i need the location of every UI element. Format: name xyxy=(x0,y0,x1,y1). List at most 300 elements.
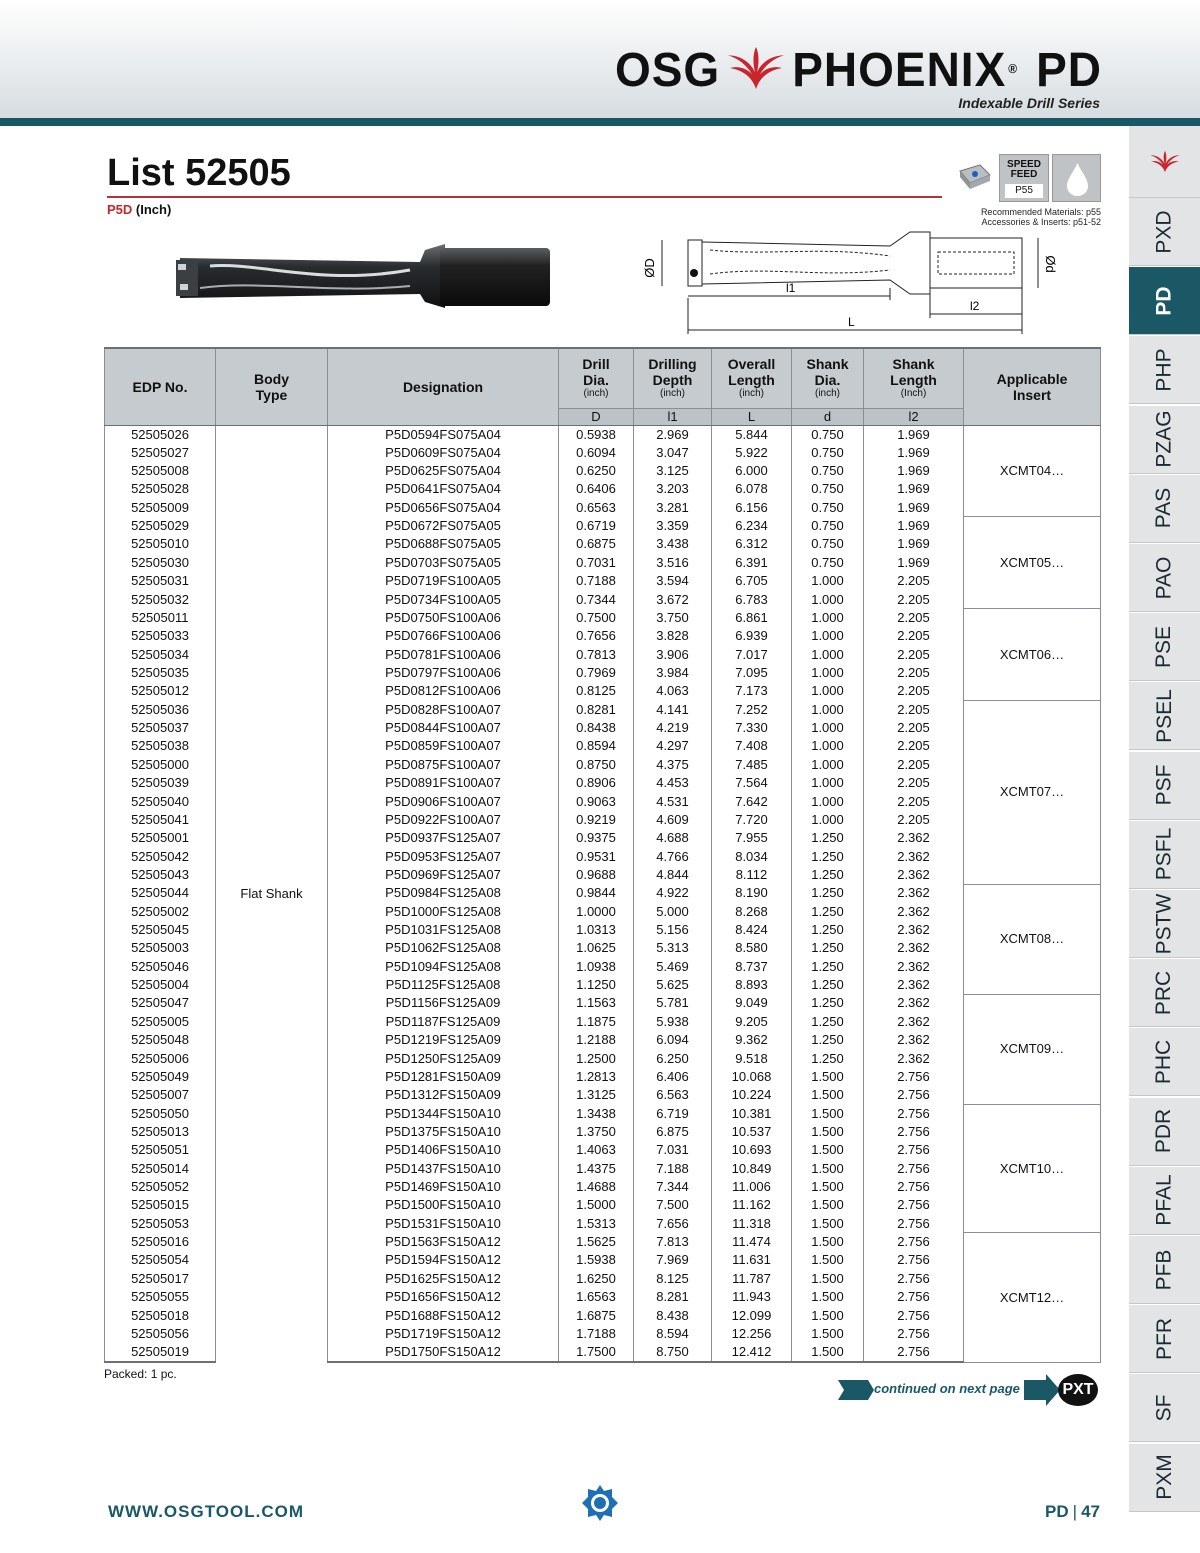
cell-shank-dia: 1.250 xyxy=(792,902,864,920)
cell-shank-dia: 0.750 xyxy=(792,517,864,535)
cell-drilling-depth: 5.625 xyxy=(634,976,712,994)
cell-drilling-depth: 3.125 xyxy=(634,462,712,480)
cell-overall-length: 10.849 xyxy=(712,1160,792,1178)
drill-photo xyxy=(170,236,560,316)
tab-sf[interactable] xyxy=(1129,1374,1200,1442)
cell-overall-length: 6.939 xyxy=(712,627,792,645)
cell-drilling-depth: 3.359 xyxy=(634,517,712,535)
cell-overall-length: 10.068 xyxy=(712,1068,792,1086)
cell-shank-length: 2.362 xyxy=(864,902,964,920)
cell-designation: P5D1344FS150A10 xyxy=(328,1104,559,1122)
cell-designation: P5D1531FS150A10 xyxy=(328,1215,559,1233)
tab-phc[interactable] xyxy=(1129,1028,1200,1096)
cell-shank-length: 1.969 xyxy=(864,554,964,572)
symbol-l2: l2 xyxy=(864,408,964,425)
header-shank-dia-unit: (inch) xyxy=(814,388,840,400)
cell-shank-length: 1.969 xyxy=(864,517,964,535)
cell-edp: 52505000 xyxy=(105,756,216,774)
cell-overall-length: 8.737 xyxy=(712,958,792,976)
cell-designation: P5D1062FS125A08 xyxy=(328,939,559,957)
cell-shank-length: 1.969 xyxy=(864,499,964,517)
cell-shank-dia: 1.250 xyxy=(792,884,864,902)
cell-edp: 52505043 xyxy=(105,866,216,884)
cell-shank-dia: 1.000 xyxy=(792,645,864,663)
cell-drilling-depth: 7.031 xyxy=(634,1141,712,1159)
cell-drill-dia: 1.2813 xyxy=(559,1068,634,1086)
header-shank-dia-line2: Dia. xyxy=(814,372,841,389)
cell-shank-length: 2.205 xyxy=(864,774,964,792)
cell-edp: 52505004 xyxy=(105,976,216,994)
brand-phoenix: PHOENIX xyxy=(792,41,1007,97)
cell-designation: P5D0719FS100A05 xyxy=(328,572,559,590)
cell-drill-dia: 0.6875 xyxy=(559,535,634,553)
cell-shank-length: 2.756 xyxy=(864,1270,964,1288)
cell-drill-dia: 1.7500 xyxy=(559,1343,634,1362)
header-drill-line2: Dia. xyxy=(583,372,609,389)
cell-drilling-depth: 4.063 xyxy=(634,682,712,700)
cell-edp: 52505042 xyxy=(105,847,216,865)
cell-shank-length: 2.756 xyxy=(864,1306,964,1324)
cell-drill-dia: 0.9531 xyxy=(559,847,634,865)
cell-shank-dia: 1.000 xyxy=(792,664,864,682)
cell-designation: P5D1375FS150A10 xyxy=(328,1123,559,1141)
cell-edp: 52505018 xyxy=(105,1306,216,1324)
cell-overall-length: 10.537 xyxy=(712,1123,792,1141)
cell-shank-dia: 1.250 xyxy=(792,1031,864,1049)
cell-drilling-depth: 6.406 xyxy=(634,1068,712,1086)
cell-overall-length: 8.268 xyxy=(712,902,792,920)
tab-pd[interactable] xyxy=(1129,267,1200,335)
cell-edp: 52505011 xyxy=(105,609,216,627)
header-insert-line1: Applicable xyxy=(996,370,1068,387)
cell-designation: P5D0625FS075A04 xyxy=(328,462,559,480)
cell-overall-length: 7.173 xyxy=(712,682,792,700)
cell-edp: 52505052 xyxy=(105,1178,216,1196)
cell-shank-dia: 1.500 xyxy=(792,1068,864,1086)
cell-drilling-depth: 6.875 xyxy=(634,1123,712,1141)
coolant-drop-icon xyxy=(1053,155,1102,203)
cell-designation: P5D0844FS100A07 xyxy=(328,719,559,737)
cell-shank-dia: 0.750 xyxy=(792,554,864,572)
cell-drill-dia: 1.0313 xyxy=(559,921,634,939)
schematic-l2-label: l2 xyxy=(970,299,980,313)
cell-drilling-depth: 4.141 xyxy=(634,701,712,719)
cell-shank-dia: 1.250 xyxy=(792,829,864,847)
cell-edp: 52505019 xyxy=(105,1343,216,1362)
cell-shank-dia: 0.750 xyxy=(792,444,864,462)
header-drill-line1: Drill xyxy=(582,356,610,373)
page-subtitle xyxy=(107,202,171,217)
cell-overall-length: 5.844 xyxy=(712,425,792,444)
tab-pdr[interactable] xyxy=(1129,1098,1200,1166)
header-shank-len-line1: Shank xyxy=(892,356,935,373)
cell-shank-dia: 1.250 xyxy=(792,847,864,865)
cell-shank-dia: 1.250 xyxy=(792,994,864,1012)
cell-designation: P5D1594FS150A12 xyxy=(328,1251,559,1269)
cell-designation: P5D0609FS075A04 xyxy=(328,444,559,462)
cell-edp: 52505045 xyxy=(105,921,216,939)
cell-applicable-insert: XCMT06… xyxy=(964,609,1101,701)
cell-drilling-depth: 4.375 xyxy=(634,756,712,774)
cell-edp: 52505041 xyxy=(105,811,216,829)
cell-drilling-depth: 3.438 xyxy=(634,535,712,553)
cell-overall-length: 12.256 xyxy=(712,1325,792,1343)
cell-shank-length: 1.969 xyxy=(864,462,964,480)
cell-shank-dia: 1.500 xyxy=(792,1215,864,1233)
cell-shank-length: 2.362 xyxy=(864,866,964,884)
cell-drilling-depth: 8.281 xyxy=(634,1288,712,1306)
tab-label: PRC xyxy=(1152,970,1176,1015)
cell-drilling-depth: 4.219 xyxy=(634,719,712,737)
cell-shank-dia: 1.500 xyxy=(792,1325,864,1343)
brand-suffix: PD xyxy=(1036,41,1102,97)
cell-designation: P5D1219FS125A09 xyxy=(328,1031,559,1049)
symbol-d: d xyxy=(792,408,864,425)
cell-applicable-insert: XCMT07… xyxy=(964,701,1101,885)
cell-drilling-depth: 7.188 xyxy=(634,1160,712,1178)
header-bar xyxy=(0,118,1200,126)
header-body-type xyxy=(216,348,328,425)
reference-notes xyxy=(981,207,1101,227)
cell-edp: 52505001 xyxy=(105,829,216,847)
cell-overall-length: 6.783 xyxy=(712,590,792,608)
cell-edp: 52505003 xyxy=(105,939,216,957)
subtitle-code: P5D xyxy=(107,202,133,217)
cell-shank-length: 2.362 xyxy=(864,958,964,976)
cell-shank-dia: 1.500 xyxy=(792,1343,864,1362)
cell-drill-dia: 0.8594 xyxy=(559,737,634,755)
cell-shank-length: 2.205 xyxy=(864,701,964,719)
cell-shank-dia: 1.000 xyxy=(792,719,864,737)
cell-overall-length: 6.705 xyxy=(712,572,792,590)
cell-overall-length: 8.034 xyxy=(712,847,792,865)
cell-shank-dia: 1.000 xyxy=(792,682,864,700)
cell-overall-length: 7.330 xyxy=(712,719,792,737)
cell-drill-dia: 0.9688 xyxy=(559,866,634,884)
footer-url[interactable]: WWW.OSGTOOL.COM xyxy=(108,1502,304,1521)
phoenix-icon xyxy=(724,45,788,93)
continued-banner[interactable] xyxy=(838,1374,1100,1406)
cell-shank-length: 2.205 xyxy=(864,811,964,829)
tab-pxm[interactable] xyxy=(1129,1444,1200,1512)
cell-designation: P5D0797FS100A06 xyxy=(328,664,559,682)
cell-overall-length: 7.095 xyxy=(712,664,792,682)
cell-edp: 52505027 xyxy=(105,444,216,462)
cell-shank-length: 2.205 xyxy=(864,792,964,810)
speed-feed-badge xyxy=(999,154,1049,202)
header-depth-line2: Depth xyxy=(652,372,693,389)
cell-drilling-depth: 7.344 xyxy=(634,1178,712,1196)
series-name: Indexable Drill Series xyxy=(958,95,1100,111)
cell-drill-dia: 1.5313 xyxy=(559,1215,634,1233)
tab-label: PFAL xyxy=(1152,1174,1176,1226)
cell-shank-length: 2.756 xyxy=(864,1215,964,1233)
cell-designation: P5D0828FS100A07 xyxy=(328,701,559,719)
cell-shank-dia: 1.000 xyxy=(792,627,864,645)
cell-drilling-depth: 4.609 xyxy=(634,811,712,829)
cell-drill-dia: 1.6875 xyxy=(559,1306,634,1324)
cell-drilling-depth: 3.750 xyxy=(634,609,712,627)
cell-edp: 52505049 xyxy=(105,1068,216,1086)
cell-overall-length: 7.408 xyxy=(712,737,792,755)
tab-label: PSFL xyxy=(1152,828,1176,881)
cell-shank-dia: 1.000 xyxy=(792,811,864,829)
cell-shank-dia: 1.250 xyxy=(792,976,864,994)
cell-shank-length: 2.362 xyxy=(864,921,964,939)
cell-shank-dia: 1.500 xyxy=(792,1160,864,1178)
cell-drill-dia: 0.6406 xyxy=(559,480,634,498)
cell-shank-length: 2.362 xyxy=(864,976,964,994)
header-body-line1: Body xyxy=(254,370,289,387)
tab-label: PHP xyxy=(1152,348,1176,392)
cell-edp: 52505017 xyxy=(105,1270,216,1288)
cell-designation: P5D1500FS150A10 xyxy=(328,1196,559,1214)
cell-edp: 52505056 xyxy=(105,1325,216,1343)
tab-pzag[interactable] xyxy=(1129,406,1200,474)
cell-drilling-depth: 6.719 xyxy=(634,1104,712,1122)
header-applicable-insert xyxy=(964,348,1101,425)
cell-designation: P5D0953FS125A07 xyxy=(328,847,559,865)
packed-note: Packed: 1 pc. xyxy=(104,1367,177,1381)
cell-shank-length: 2.205 xyxy=(864,719,964,737)
cell-shank-dia: 1.000 xyxy=(792,701,864,719)
drill-schematic xyxy=(640,226,1060,336)
pxt-badge[interactable]: PXT xyxy=(1058,1374,1098,1406)
tab-php[interactable] xyxy=(1129,336,1200,404)
cell-designation: P5D0812FS100A06 xyxy=(328,682,559,700)
cell-shank-dia: 1.500 xyxy=(792,1086,864,1104)
cell-overall-length: 6.234 xyxy=(712,517,792,535)
cell-overall-length: 7.564 xyxy=(712,774,792,792)
cell-overall-length: 12.412 xyxy=(712,1343,792,1362)
tab-pse[interactable] xyxy=(1129,613,1200,681)
cell-edp: 52505015 xyxy=(105,1196,216,1214)
cell-drilling-depth: 5.313 xyxy=(634,939,712,957)
cell-overall-length: 9.205 xyxy=(712,1013,792,1031)
cell-drilling-depth: 5.781 xyxy=(634,994,712,1012)
cell-edp: 52505048 xyxy=(105,1031,216,1049)
cell-shank-length: 2.756 xyxy=(864,1325,964,1343)
cell-shank-length: 2.362 xyxy=(864,994,964,1012)
cell-shank-length: 2.756 xyxy=(864,1123,964,1141)
tab-prc[interactable] xyxy=(1129,959,1200,1027)
cell-shank-length: 2.205 xyxy=(864,590,964,608)
tab-label: PSF xyxy=(1152,764,1176,806)
cell-shank-length: 2.362 xyxy=(864,1013,964,1031)
tab-psel[interactable] xyxy=(1129,682,1200,750)
cell-overall-length: 11.787 xyxy=(712,1270,792,1288)
cell-overall-length: 7.252 xyxy=(712,701,792,719)
tab-psfl[interactable] xyxy=(1129,821,1200,889)
cell-overall-length: 9.518 xyxy=(712,1049,792,1067)
header-drill-unit: (inch) xyxy=(583,388,609,400)
cell-shank-length: 2.756 xyxy=(864,1178,964,1196)
cell-designation: P5D0969FS125A07 xyxy=(328,866,559,884)
tab-pfb[interactable] xyxy=(1129,1236,1200,1304)
cell-edp: 52505033 xyxy=(105,627,216,645)
schematic-L-label: L xyxy=(848,315,855,329)
cell-designation: P5D1750FS150A12 xyxy=(328,1343,559,1362)
cell-designation: P5D0703FS075A05 xyxy=(328,554,559,572)
cell-drilling-depth: 3.828 xyxy=(634,627,712,645)
footer-page: 47 xyxy=(1081,1502,1100,1521)
cell-drill-dia: 1.5625 xyxy=(559,1233,634,1251)
cell-overall-length: 6.861 xyxy=(712,609,792,627)
cell-overall-length: 8.112 xyxy=(712,866,792,884)
cell-edp: 52505031 xyxy=(105,572,216,590)
cell-designation: P5D1563FS150A12 xyxy=(328,1233,559,1251)
cell-drill-dia: 0.8125 xyxy=(559,682,634,700)
cell-edp: 52505014 xyxy=(105,1160,216,1178)
cell-edp: 52505026 xyxy=(105,425,216,444)
cell-designation: P5D0984FS125A08 xyxy=(328,884,559,902)
header-shank-dia-line1: Shank xyxy=(806,356,849,373)
schematic-d-label: Ød xyxy=(1043,255,1058,273)
header-depth-unit: (inch) xyxy=(659,388,685,400)
cell-shank-dia: 0.750 xyxy=(792,499,864,517)
cell-edp: 52505055 xyxy=(105,1288,216,1306)
cell-shank-dia: 1.250 xyxy=(792,866,864,884)
cell-drill-dia: 0.7031 xyxy=(559,554,634,572)
cell-edp: 52505007 xyxy=(105,1086,216,1104)
header-drill-dia xyxy=(559,348,634,408)
cell-designation: P5D1469FS150A10 xyxy=(328,1178,559,1196)
osg-logo-icon xyxy=(580,1483,620,1523)
cell-overall-length: 11.162 xyxy=(712,1196,792,1214)
cell-overall-length: 11.474 xyxy=(712,1233,792,1251)
cell-shank-length: 1.969 xyxy=(864,425,964,444)
cell-edp: 52505030 xyxy=(105,554,216,572)
cell-designation: P5D1187FS125A09 xyxy=(328,1013,559,1031)
cell-shank-dia: 1.000 xyxy=(792,737,864,755)
cell-drill-dia: 1.3438 xyxy=(559,1104,634,1122)
tab-psf[interactable] xyxy=(1129,752,1200,820)
cell-shank-dia: 1.500 xyxy=(792,1104,864,1122)
cell-shank-length: 1.969 xyxy=(864,444,964,462)
cell-shank-length: 2.756 xyxy=(864,1343,964,1362)
brand-logo xyxy=(615,41,1102,98)
tab-pfr[interactable] xyxy=(1129,1305,1200,1373)
tab-pstw[interactable] xyxy=(1129,890,1200,958)
cell-applicable-insert: XCMT12… xyxy=(964,1233,1101,1362)
brand-osg: OSG xyxy=(614,41,721,97)
cell-overall-length: 7.642 xyxy=(712,792,792,810)
cell-designation: P5D0859FS100A07 xyxy=(328,737,559,755)
cell-drill-dia: 0.7500 xyxy=(559,609,634,627)
header-shank-len-line2: Length xyxy=(890,372,937,389)
cell-overall-length: 9.049 xyxy=(712,994,792,1012)
cell-overall-length: 6.000 xyxy=(712,462,792,480)
cell-overall-length: 8.424 xyxy=(712,921,792,939)
cell-drilling-depth: 3.984 xyxy=(634,664,712,682)
cell-applicable-insert: XCMT08… xyxy=(964,884,1101,994)
cell-drilling-depth: 4.297 xyxy=(634,737,712,755)
cell-drilling-depth: 8.125 xyxy=(634,1270,712,1288)
cell-drill-dia: 0.7188 xyxy=(559,572,634,590)
cell-shank-dia: 1.500 xyxy=(792,1178,864,1196)
cell-shank-dia: 1.000 xyxy=(792,756,864,774)
cell-designation: P5D0672FS075A05 xyxy=(328,517,559,535)
cell-shank-dia: 1.500 xyxy=(792,1123,864,1141)
tab-phoenix-logo xyxy=(1129,126,1200,198)
header-shank-length xyxy=(864,348,964,408)
cell-drilling-depth: 8.594 xyxy=(634,1325,712,1343)
cell-shank-dia: 1.000 xyxy=(792,609,864,627)
cell-overall-length: 11.006 xyxy=(712,1178,792,1196)
cell-drilling-depth: 6.563 xyxy=(634,1086,712,1104)
cell-shank-dia: 1.000 xyxy=(792,590,864,608)
cell-edp: 52505036 xyxy=(105,701,216,719)
cell-shank-dia: 0.750 xyxy=(792,480,864,498)
cell-edp: 52505010 xyxy=(105,535,216,553)
page-number xyxy=(1045,1502,1100,1522)
cell-drilling-depth: 3.906 xyxy=(634,645,712,663)
cell-drilling-depth: 2.969 xyxy=(634,425,712,444)
cell-applicable-insert: XCMT05… xyxy=(964,517,1101,609)
tab-label: PFB xyxy=(1152,1249,1176,1290)
cell-shank-length: 2.205 xyxy=(864,737,964,755)
cell-edp: 52505013 xyxy=(105,1123,216,1141)
tab-label: PDR xyxy=(1152,1108,1176,1154)
cell-drill-dia: 0.8438 xyxy=(559,719,634,737)
cell-edp: 52505034 xyxy=(105,645,216,663)
cell-drilling-depth: 3.047 xyxy=(634,444,712,462)
cell-drill-dia: 1.6250 xyxy=(559,1270,634,1288)
cell-designation: P5D1281FS150A09 xyxy=(328,1068,559,1086)
tab-pas[interactable] xyxy=(1129,475,1200,543)
cell-overall-length: 6.312 xyxy=(712,535,792,553)
tab-label: PAO xyxy=(1152,556,1176,599)
title-underline xyxy=(107,196,942,198)
tab-label: PXD xyxy=(1152,209,1176,254)
cell-drill-dia: 1.0938 xyxy=(559,958,634,976)
cell-shank-length: 2.205 xyxy=(864,572,964,590)
page-title: List 52505 xyxy=(107,152,291,194)
cell-drilling-depth: 4.531 xyxy=(634,792,712,810)
cell-designation: P5D0766FS100A06 xyxy=(328,627,559,645)
cell-drilling-depth: 5.938 xyxy=(634,1013,712,1031)
cell-shank-length: 2.205 xyxy=(864,682,964,700)
cell-drilling-depth: 7.656 xyxy=(634,1215,712,1233)
cell-drill-dia: 0.8906 xyxy=(559,774,634,792)
cell-drill-dia: 0.6094 xyxy=(559,444,634,462)
cell-drill-dia: 1.4375 xyxy=(559,1160,634,1178)
speed-feed-label: SPEED FEED xyxy=(1007,159,1041,180)
cell-shank-length: 2.362 xyxy=(864,1049,964,1067)
cell-shank-length: 2.756 xyxy=(864,1141,964,1159)
tab-pxd[interactable] xyxy=(1129,198,1200,266)
cell-drill-dia: 0.9375 xyxy=(559,829,634,847)
cell-overall-length: 8.190 xyxy=(712,884,792,902)
cell-shank-length: 2.756 xyxy=(864,1196,964,1214)
symbol-l1: l1 xyxy=(634,408,712,425)
cell-shank-length: 2.756 xyxy=(864,1068,964,1086)
tab-pfal[interactable] xyxy=(1129,1167,1200,1235)
continued-text: continued on next page xyxy=(874,1381,1020,1396)
cell-shank-dia: 1.500 xyxy=(792,1196,864,1214)
cell-edp: 52505047 xyxy=(105,994,216,1012)
cell-overall-length: 12.099 xyxy=(712,1306,792,1324)
tab-pao[interactable] xyxy=(1129,544,1200,612)
cell-drill-dia: 1.1563 xyxy=(559,994,634,1012)
header-shank-len-unit: (Inch) xyxy=(900,388,927,400)
cell-drill-dia: 0.9219 xyxy=(559,811,634,829)
cell-shank-length: 2.756 xyxy=(864,1288,964,1306)
phoenix-small-icon xyxy=(1148,145,1182,179)
cell-drill-dia: 0.8281 xyxy=(559,701,634,719)
cell-edp: 52505050 xyxy=(105,1104,216,1122)
cell-drill-dia: 0.9063 xyxy=(559,792,634,810)
